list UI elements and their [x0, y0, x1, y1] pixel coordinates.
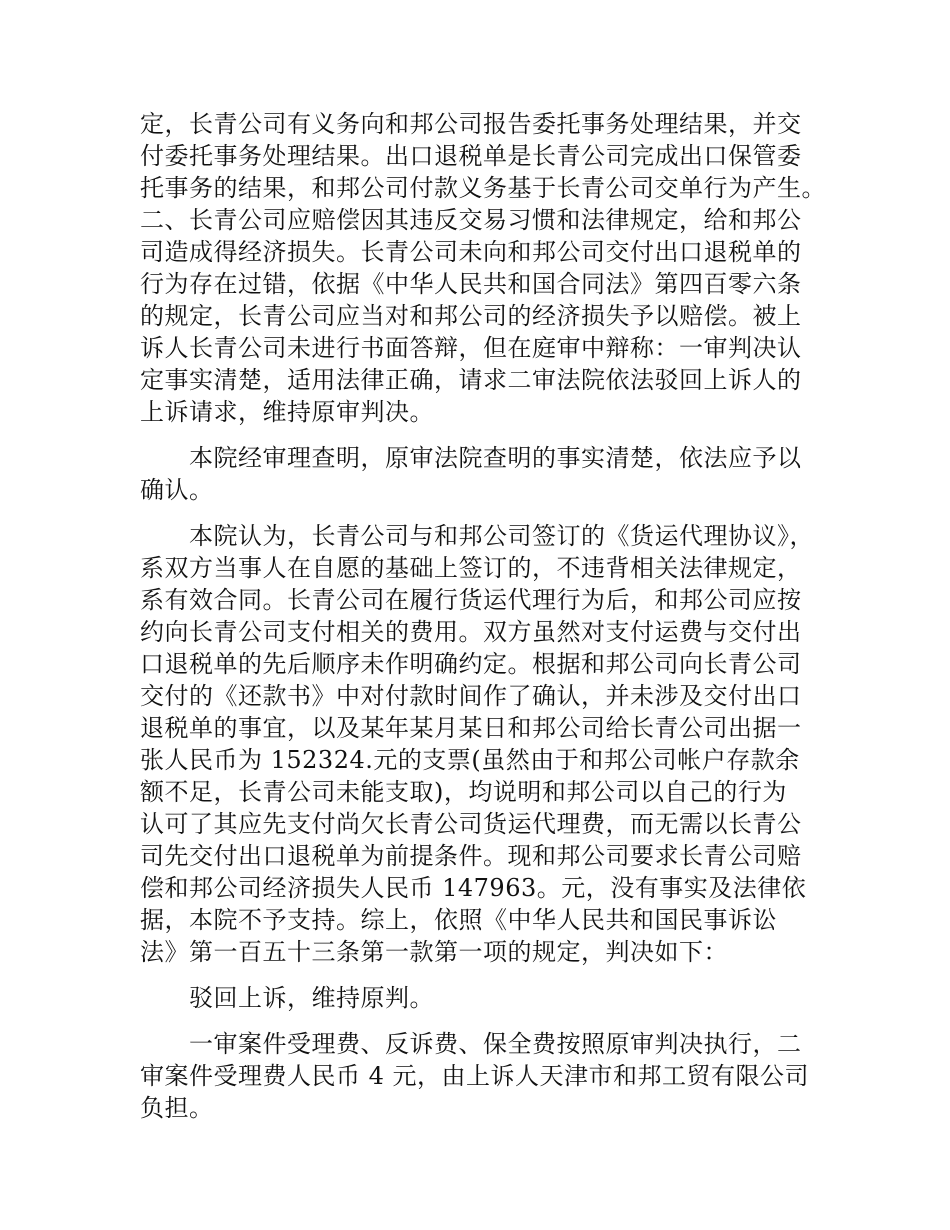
paragraph-spacer: [140, 968, 812, 982]
paragraph-court-fees: [140, 1028, 812, 1124]
paragraph-spacer: [140, 428, 812, 442]
text-line: 认可了其应先支付尚欠长青公司货运代理费，而无需以长青公: [140, 810, 802, 838]
text-line: 本院认为，长青公司与和邦公司签订的《货运代理协议》，: [140, 522, 814, 550]
text-line: 驳回上诉，维持原判。: [140, 984, 434, 1012]
text-line: 定，长青公司有义务向和邦公司报告委托事务处理结果，并交: [140, 110, 802, 138]
text-line: 本院经审理查明，原审法院查明的事实清楚，依法应予以: [140, 444, 802, 472]
text-line: 偿和邦公司经济损失人民币 147963。元，没有事实及法律依: [140, 874, 807, 902]
text-line: 司造成得经济损失。长青公司未向和邦公司交付出口退税单的: [140, 238, 802, 266]
text-line: 系双方当事人在自愿的基础上签订的，不违背相关法律规定，: [140, 554, 802, 582]
text-line: 行为存在过错，依据《中华人民共和国合同法》第四百零六条: [140, 270, 802, 298]
text-line: 确认。: [140, 476, 214, 504]
paragraph-spacer: [140, 1014, 812, 1028]
text-line: 交付的《还款书》中对付款时间作了确认，并未涉及交付出口: [140, 682, 802, 710]
text-line: 张人民币为 152324.元的支票(虽然由于和邦公司帐户存款余: [140, 746, 800, 774]
text-line: 付委托事务处理结果。出口退税单是长青公司完成出口保管委: [140, 142, 802, 170]
text-line: 定事实清楚，适用法律正确，请求二审法院依法驳回上诉人的: [140, 366, 802, 394]
document-body: [140, 108, 826, 1124]
paragraph-appeal-grounds: [140, 108, 826, 428]
text-line: 二、长青公司应赔偿因其违反交易习惯和法律规定，给和邦公: [140, 206, 802, 234]
text-line: 法》第一百五十三条第一款第一项的规定，判决如下：: [140, 938, 728, 966]
text-line: 一审案件受理费、反诉费、保全费按照原审判决执行，二: [140, 1030, 802, 1058]
paragraph-judgment: [140, 982, 812, 1014]
text-line: 上诉请求，维持原审判决。: [140, 398, 434, 426]
text-line: 的规定，长青公司应当对和邦公司的经济损失予以赔偿。被上: [140, 302, 802, 330]
text-line: 负担。: [140, 1094, 214, 1122]
text-line: 额不足，长青公司未能支取)，均说明和邦公司以自己的行为: [140, 778, 787, 806]
paragraph-findings: [140, 442, 812, 506]
text-line: 据，本院不予支持。综上，依照《中华人民共和国民事诉讼: [140, 906, 777, 934]
text-line: 审案件受理费人民币 4 元，由上诉人天津市和邦工贸有限公司: [140, 1062, 810, 1090]
text-line: 诉人长青公司未进行书面答辩，但在庭审中辩称：一审判决认: [140, 334, 802, 362]
text-line: 退税单的事宜，以及某年某月某日和邦公司给长青公司出据一: [140, 714, 802, 742]
text-line: 系有效合同。长青公司在履行货运代理行为后，和邦公司应按: [140, 586, 802, 614]
paragraph-court-opinion: [140, 520, 812, 968]
text-line: 司先交付出口退税单为前提条件。现和邦公司要求长青公司赔: [140, 842, 802, 870]
text-line: 托事务的结果，和邦公司付款义务基于长青公司交单行为产生。: [140, 174, 826, 202]
paragraph-spacer: [140, 506, 812, 520]
text-line: 口退税单的先后顺序未作明确约定。根据和邦公司向长青公司: [140, 650, 802, 678]
text-line: 约向长青公司支付相关的费用。双方虽然对支付运费与交付出: [140, 618, 802, 646]
